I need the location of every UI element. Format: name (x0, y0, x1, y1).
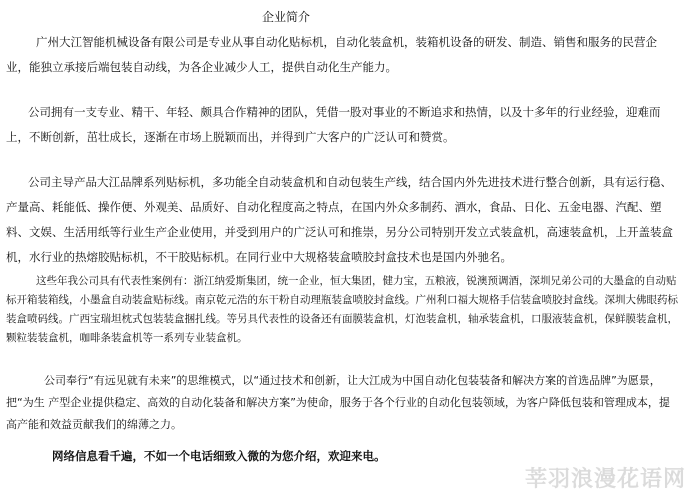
intro-paragraph-2: 公司拥有一支专业、精干、年轻、颇具合作精神的团队，凭借一股对事业的不断追求和热情，以及十多年的行业经验，迎难而上，不断创新，茁壮成长，逐渐在市场上脱颖而出，并得到广大客户的广泛认可和赞赏。 (6, 105, 661, 144)
site-watermark: 莘羽浪漫花语网 (524, 467, 686, 492)
contact-footer: 网络信息看千遍，不如一个电话细致入微的为您介绍，欢迎来电。 (52, 449, 386, 463)
cases-paragraph: 这些年我公司具有代表性案例有：浙江纳爱斯集团，统一企业，恒大集团，健力宝，五粮液，锐澳预调酒，深圳兄弟公司的大墨盒的自动贴标开箱装箱线，小墨盒自动装盒贴标线。南京乾元浩的东干粉自动理瓶装盒喷胶封盒线。广州利口福大规格手信装盒喷胶封盒线。深圳大佛眼药标装盒喷码线。广西宝瑞坦枕式包装装盒捆扎线。等另具代表性的设备还有面膜装盒机，灯泡装盒机，轴承装盒机，口服液装盒机，保鲜膜装盒机，颗粒装装盒机，咖啡条装盒机等一系列专业装盒机。 (6, 275, 678, 344)
intro-paragraph-1: 广州大江智能机械设备有限公司是专业从事自动化贴标机，自动化装盒机，装箱机设备的研发、制造、销售和服务的民营企业，能独立承接后端包装自动线，为各企业减少人工，提供自动化生产能力。 (6, 35, 657, 74)
vision-paragraph: 公司奉行“有远见就有未来”的思维模式，以“通过技术和创新，让大江成为中国自动化包装装备和解决方案的首选品牌”为愿景，把“为生 产型企业提供稳定、高效的自动化装备和解决方案”为使命，服务于各个行业的自动化包装领域，为客户降低包装和管理成本，提高产能和效益贡献我们的绵薄之力。 (6, 374, 670, 431)
page-title: 企业简介 (262, 10, 311, 24)
intro-paragraph-3: 公司主导产品大江品牌系列贴标机，多功能全自动装盒机和自动包装生产线，结合国内外先进技术进行整合创新，具有运行稳、产量高、耗能低、操作便、外观美、品质好、自动化程度高之特点，在国内外众多制药、酒水，食品、日化、五金电器、汽配、塑料、文娱、生活用纸等行业生产企业使用，并受到用户的广泛认可和推崇，另分公司特别开发立式装盒机，高速装盒机，上开盖装盒机，水行业的热熔胶贴标机，不干胶贴标机。在同行业中大规格装盒喷胶封盒技术也是国内外驰名。 (6, 175, 673, 264)
